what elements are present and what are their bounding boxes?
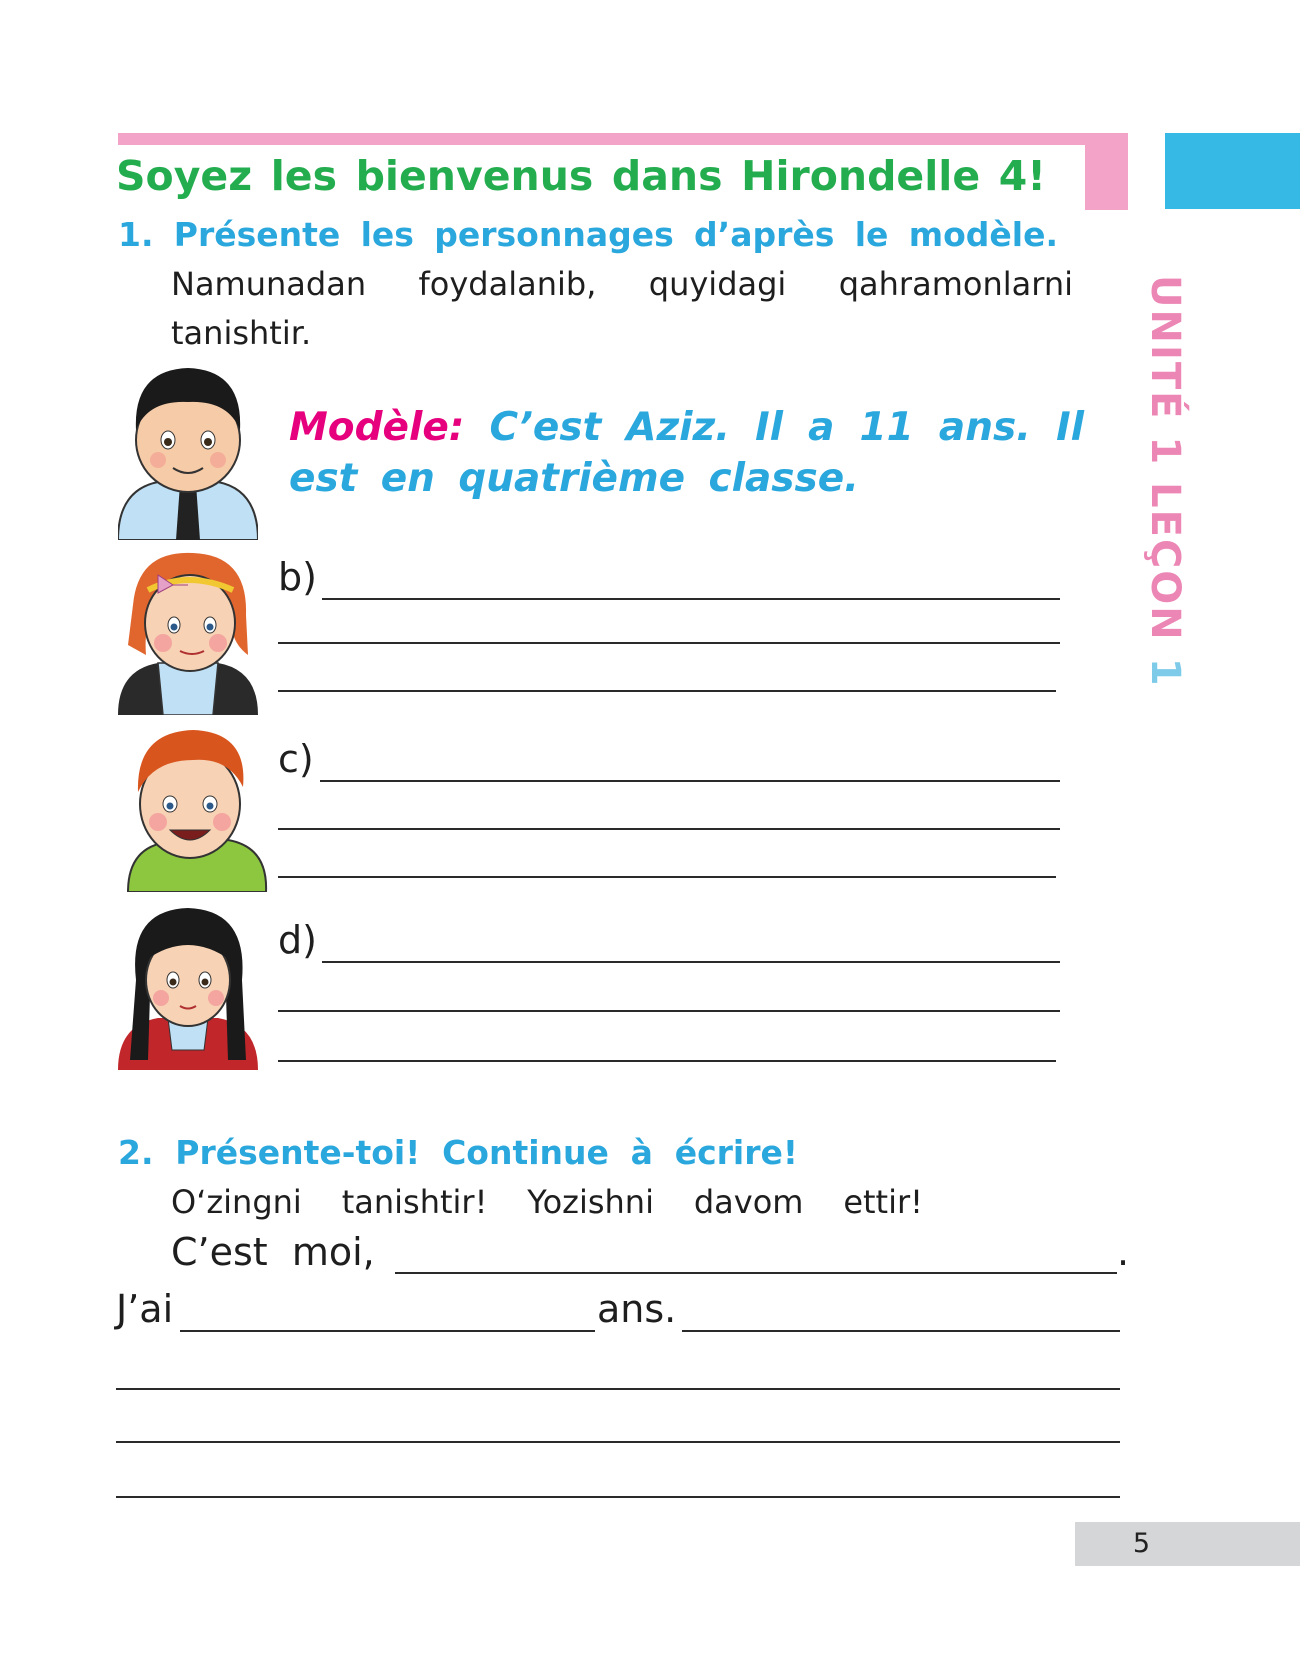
model-word: Il — [755, 405, 784, 450]
unit-lesson-label-number: 1 — [1142, 641, 1188, 688]
model-word: classe. — [708, 456, 859, 501]
title-word: 4! — [998, 152, 1046, 200]
title-word: Hirondelle — [741, 152, 981, 200]
name-answer-line[interactable] — [395, 1272, 1117, 1274]
page-number: 5 — [1132, 1528, 1150, 1559]
instruction-word: qahramonlarni — [838, 265, 1073, 303]
cest-moi-prefix: C’est moi, — [171, 1230, 375, 1274]
heading-word: d’après — [694, 215, 835, 254]
title-word: Soyez — [116, 152, 253, 200]
heading-word: écrire! — [674, 1133, 798, 1172]
answer-line[interactable] — [278, 1010, 1060, 1012]
unit-lesson-label — [1128, 275, 1188, 695]
instruction-word: O‘zingni — [171, 1183, 302, 1221]
age-answer-line[interactable] — [180, 1330, 595, 1332]
heading-word: modèle. — [908, 215, 1058, 254]
model-word: en — [380, 456, 435, 501]
answer-line[interactable] — [116, 1388, 1120, 1390]
title-word: dans — [611, 152, 723, 200]
girl-with-braids-icon — [118, 900, 258, 1070]
title-word: les — [270, 152, 337, 200]
exercise-1-instruction-line2: tanishtir. — [171, 314, 312, 352]
heading-word: 1. — [118, 215, 154, 254]
item-c-letter: c) — [278, 737, 314, 781]
red-haired-boy-icon — [118, 722, 268, 892]
heading-word: les — [360, 215, 414, 254]
heading-word: personnages — [434, 215, 674, 254]
ans-label: ans. — [597, 1287, 677, 1331]
instruction-word: foydalanib, — [418, 265, 597, 303]
instruction-word: Yozishni — [527, 1183, 654, 1221]
answer-line[interactable] — [320, 780, 1060, 782]
item-d-letter: d) — [278, 918, 317, 962]
answer-line[interactable] — [322, 598, 1060, 600]
answer-line[interactable] — [278, 1060, 1056, 1062]
exercise-1-heading — [118, 215, 1058, 254]
answer-line[interactable] — [278, 876, 1056, 878]
heading-word: Présente-toi! — [175, 1133, 421, 1172]
model-word: Aziz. — [626, 405, 731, 450]
heading-word: le — [854, 215, 889, 254]
answer-line[interactable] — [116, 1496, 1120, 1498]
model-word: C’est — [489, 405, 602, 450]
sentence-period: . — [1117, 1230, 1130, 1274]
unit-lesson-label-main: UNITÉ 1 LEÇON — [1142, 275, 1188, 642]
model-word: quatrième — [458, 456, 686, 501]
instruction-word: Namunadan — [171, 265, 367, 303]
instruction-word: tanishtir! — [341, 1183, 488, 1221]
title-word: bienvenus — [355, 152, 594, 200]
answer-line[interactable] — [116, 1441, 1120, 1443]
exercise-2-heading — [118, 1133, 798, 1172]
heading-word: à — [630, 1133, 653, 1172]
heading-word: Continue — [442, 1133, 609, 1172]
top-pink-bar — [118, 133, 1128, 145]
answer-line[interactable] — [278, 690, 1056, 692]
exercise-2-instruction — [171, 1183, 923, 1221]
model-word: Il — [1056, 405, 1084, 450]
model-sentence-line2 — [289, 456, 859, 501]
model-label: Modèle: — [289, 405, 465, 450]
answer-line[interactable] — [278, 642, 1060, 644]
model-word: est — [289, 456, 358, 501]
heading-word: 2. — [118, 1133, 154, 1172]
instruction-word: quyidagi — [648, 265, 787, 303]
girl-with-headband-icon — [118, 545, 258, 715]
model-sentence-line1 — [289, 405, 1084, 450]
item-b-letter: b) — [278, 555, 317, 599]
unit-tab — [1165, 133, 1300, 209]
heading-word: Présente — [173, 215, 341, 254]
model-word: ans. — [938, 405, 1031, 450]
model-word: a — [808, 405, 835, 450]
instruction-word: davom — [693, 1183, 804, 1221]
instruction-word: ettir! — [843, 1183, 923, 1221]
model-word: 11 — [859, 405, 914, 450]
answer-line[interactable] — [278, 828, 1060, 830]
jai-prefix: J’ai — [116, 1287, 174, 1331]
pink-corner-block — [1085, 133, 1128, 210]
answer-line[interactable] — [322, 961, 1060, 963]
exercise-1-instruction — [171, 265, 1073, 303]
boy-with-tie-icon — [118, 360, 258, 540]
page-title — [116, 152, 1046, 200]
answer-line[interactable] — [682, 1330, 1120, 1332]
